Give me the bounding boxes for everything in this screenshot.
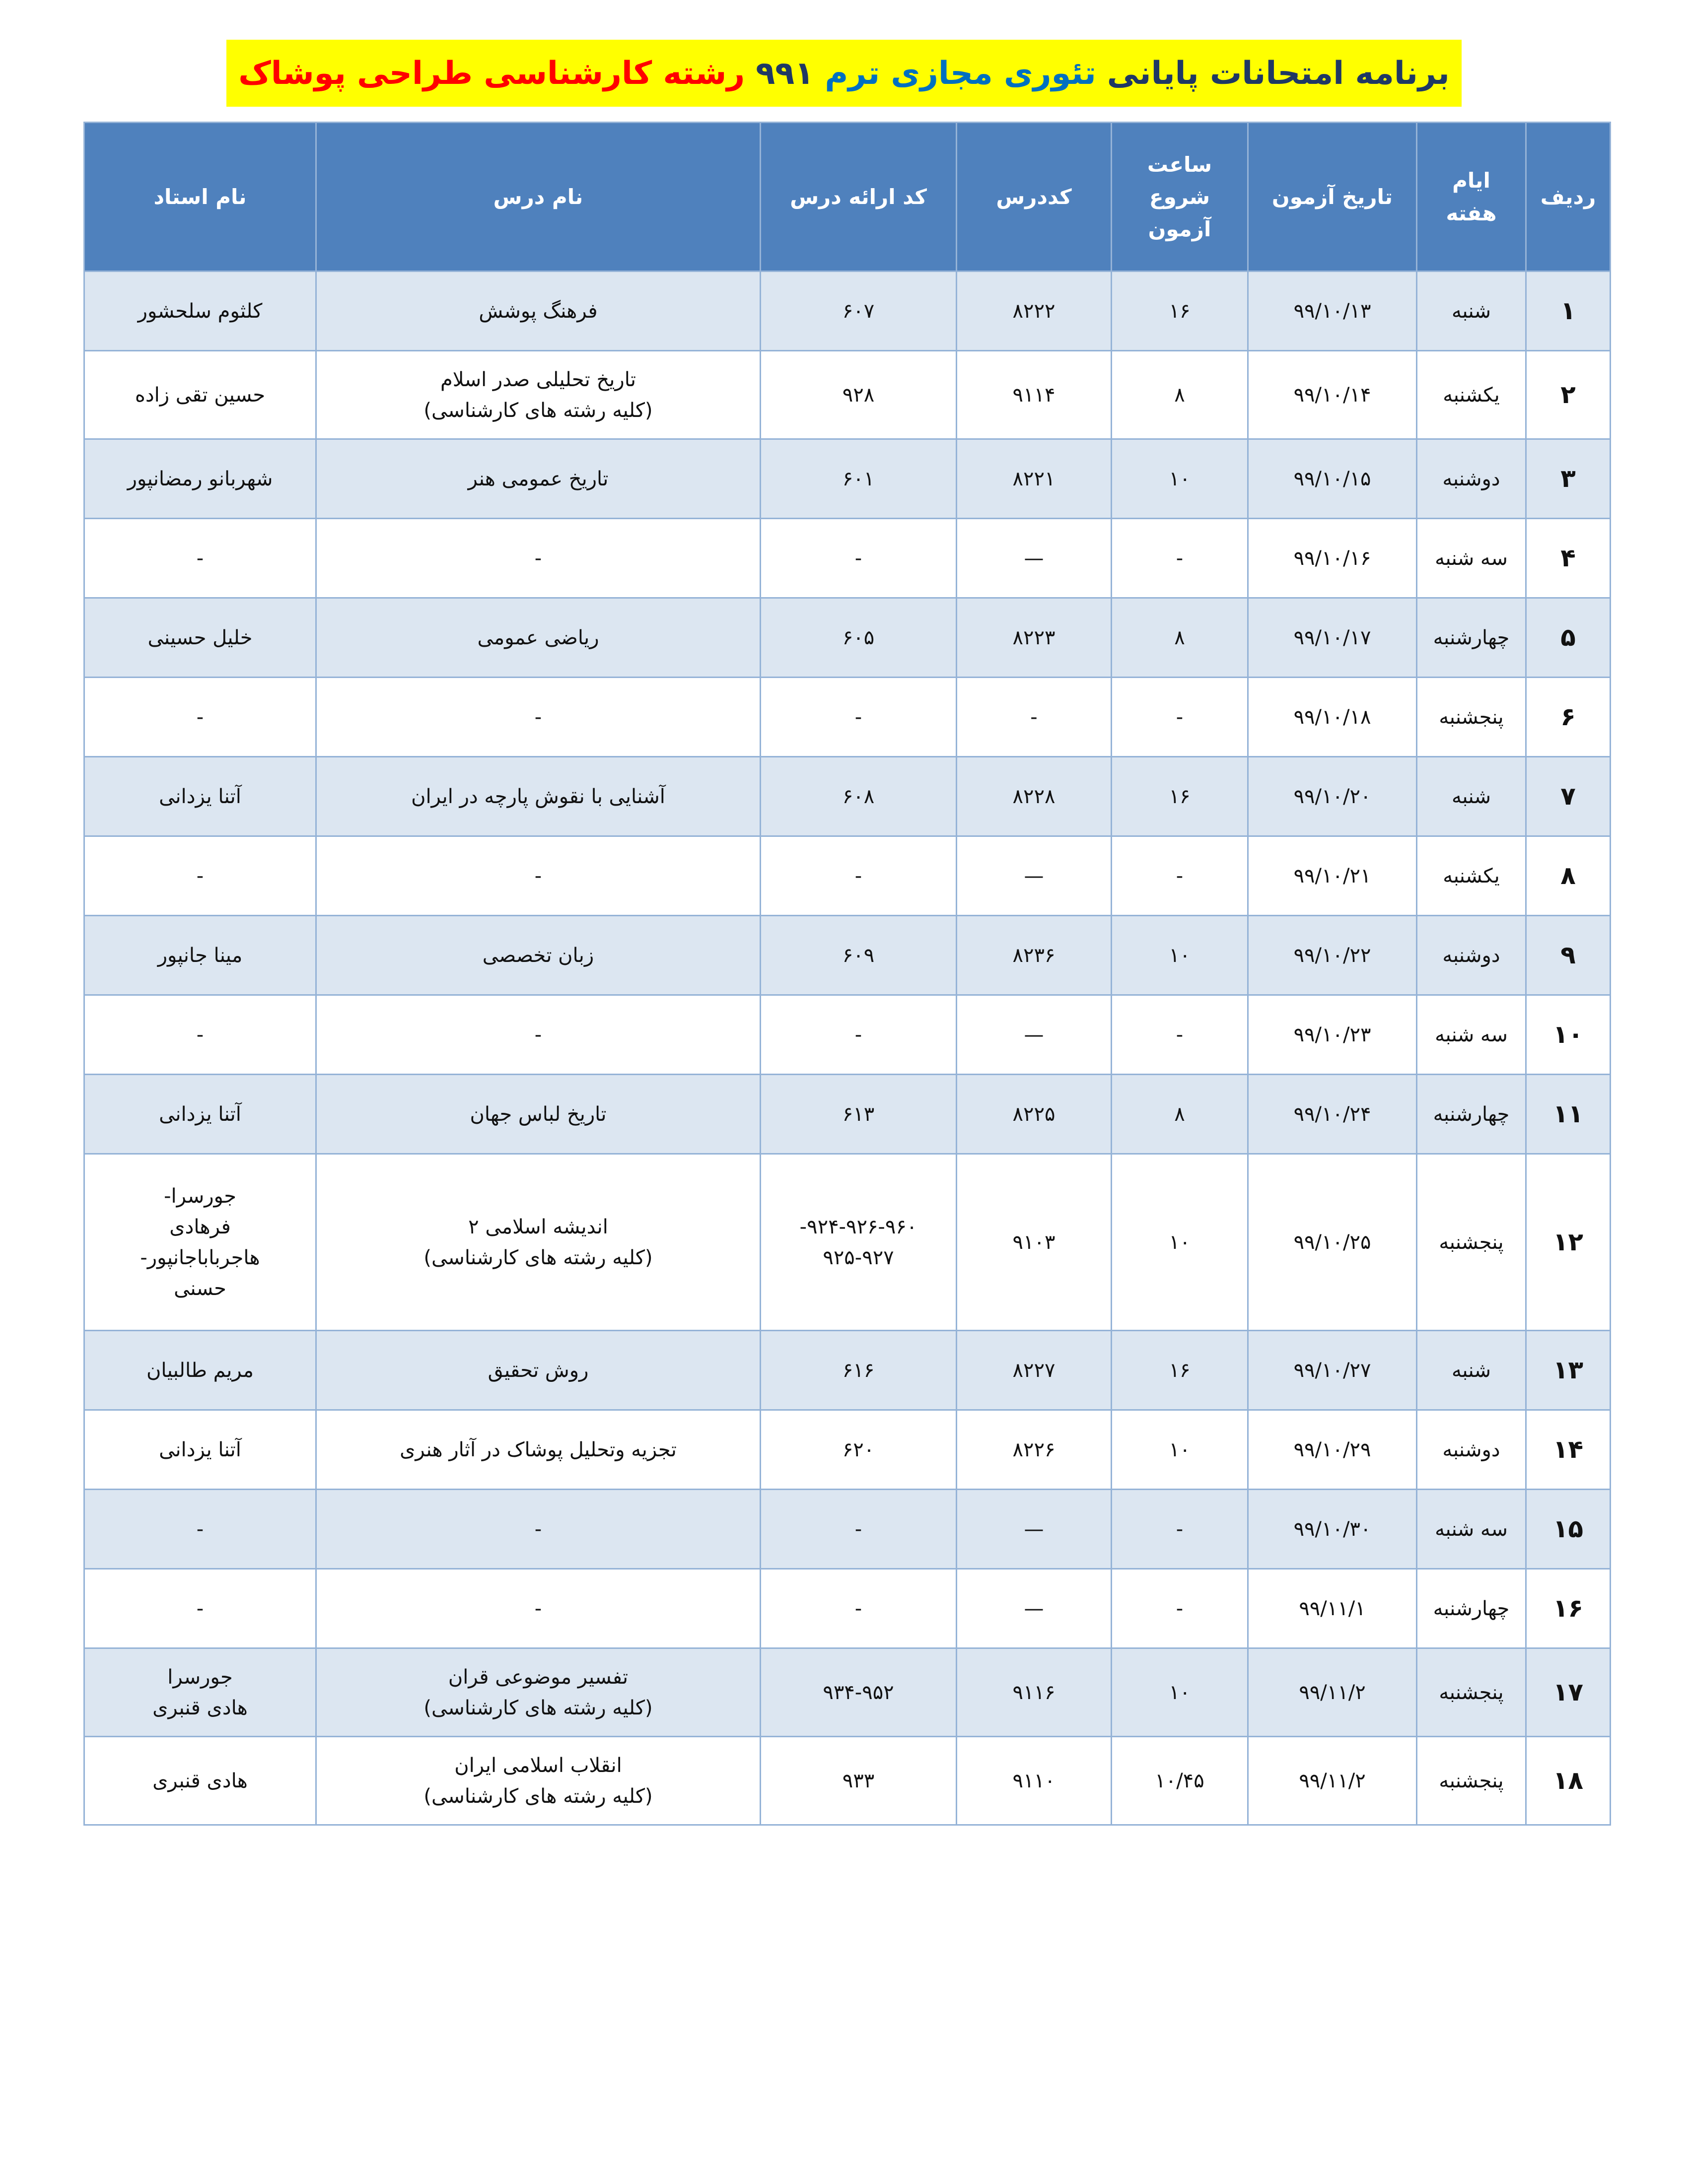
course-code-cell: ۸۲۲۷	[957, 1331, 1112, 1410]
day-cell: دوشنبه	[1417, 439, 1526, 519]
teacher-cell: -	[84, 1490, 316, 1569]
course-code-cell: ۸۲۲۲	[957, 272, 1112, 351]
course-code-cell: ۸۲۲۵	[957, 1075, 1112, 1154]
offer-code-cell: ۹۳۴-۹۵۲	[761, 1648, 957, 1737]
date-cell: ۹۹/۱۰/۲۷	[1248, 1331, 1417, 1410]
teacher-cell: جورسرا- فرهادی هاجربابا‌جانپور- حسنی	[84, 1154, 316, 1331]
offer-code-cell: ۶۰۵	[761, 598, 957, 678]
page-title	[226, 40, 1462, 107]
table-row	[84, 1648, 1611, 1737]
teacher-cell: کلثوم سلحشور	[84, 272, 316, 351]
header-offer-code: کد ارائه درس	[761, 123, 957, 272]
day-cell: چهارشنبه	[1417, 598, 1526, 678]
start-time-cell: ۱۰	[1112, 916, 1248, 995]
course-code-cell: —	[957, 1569, 1112, 1648]
table-row	[84, 1569, 1611, 1648]
table-row	[84, 678, 1611, 757]
row-number-cell: ۸	[1526, 836, 1611, 916]
table-row	[84, 1490, 1611, 1569]
course-name-cell: -	[316, 1490, 761, 1569]
row-number-cell: ۷	[1526, 757, 1611, 836]
row-number-cell: ۱۱	[1526, 1075, 1611, 1154]
table-row	[84, 995, 1611, 1075]
day-cell: چهارشنبه	[1417, 1569, 1526, 1648]
table-row	[84, 519, 1611, 598]
header-row	[84, 123, 1611, 272]
offer-code-cell: ۶۱۳	[761, 1075, 957, 1154]
teacher-cell: مینا جانپور	[84, 916, 316, 995]
day-cell: سه شنبه	[1417, 995, 1526, 1075]
teacher-cell: حسین تقی زاده	[84, 351, 316, 439]
offer-code-cell: ۶۰۱	[761, 439, 957, 519]
teacher-cell: -	[84, 995, 316, 1075]
start-time-cell: -	[1112, 836, 1248, 916]
day-cell: سه شنبه	[1417, 519, 1526, 598]
course-code-cell: —	[957, 519, 1112, 598]
start-time-cell: ۸	[1112, 351, 1248, 439]
row-number-cell: ۱۸	[1526, 1737, 1611, 1825]
row-number-cell: ۹	[1526, 916, 1611, 995]
course-name-cell: -	[316, 995, 761, 1075]
course-name-cell: -	[316, 836, 761, 916]
start-time-cell: -	[1112, 995, 1248, 1075]
offer-code-cell: -	[761, 1569, 957, 1648]
offer-code-cell: ۹۲۴-۹۲۶-۹۶۰- ۹۲۵-۹۲۷	[761, 1154, 957, 1331]
table-row	[84, 272, 1611, 351]
course-code-cell: ۹۱۰۳	[957, 1154, 1112, 1331]
course-name-cell: -	[316, 1569, 761, 1648]
table-row	[84, 757, 1611, 836]
course-code-cell: —	[957, 1490, 1112, 1569]
offer-code-cell: -	[761, 995, 957, 1075]
row-number-cell: ۱۳	[1526, 1331, 1611, 1410]
day-cell: پنجشنبه	[1417, 1648, 1526, 1737]
course-name-cell: روش تحقیق	[316, 1331, 761, 1410]
date-cell: ۹۹/۱۱/۱	[1248, 1569, 1417, 1648]
offer-code-cell: ۶۲۰	[761, 1410, 957, 1490]
table-body	[84, 272, 1611, 1825]
date-cell: ۹۹/۱۱/۲	[1248, 1737, 1417, 1825]
course-code-cell: ۹۱۱۴	[957, 351, 1112, 439]
teacher-cell: مریم طالبیان	[84, 1331, 316, 1410]
start-time-cell: ۱۰	[1112, 1648, 1248, 1737]
offer-code-cell: -	[761, 519, 957, 598]
start-time-cell: ۱۶	[1112, 757, 1248, 836]
offer-code-cell: -	[761, 1490, 957, 1569]
title-part-2: تئوری مجازی ترم	[825, 55, 1096, 92]
day-cell: سه شنبه	[1417, 1490, 1526, 1569]
start-time-cell: ۱۰	[1112, 1154, 1248, 1331]
offer-code-cell: ۹۳۳	[761, 1737, 957, 1825]
teacher-cell: جورسرا هادی قنبری	[84, 1648, 316, 1737]
row-number-cell: ۳	[1526, 439, 1611, 519]
offer-code-cell: ۶۰۸	[761, 757, 957, 836]
teacher-cell: خلیل حسینی	[84, 598, 316, 678]
row-number-cell: ۱۵	[1526, 1490, 1611, 1569]
date-cell: ۹۹/۱۰/۱۸	[1248, 678, 1417, 757]
row-number-cell: ۴	[1526, 519, 1611, 598]
start-time-cell: ۱۰	[1112, 439, 1248, 519]
title-part-1: برنامه امتحانات پایانی	[1107, 55, 1450, 92]
title-bar	[0, 40, 1688, 107]
day-cell: یکشنبه	[1417, 351, 1526, 439]
table-row	[84, 1410, 1611, 1490]
offer-code-cell: ۶۰۹	[761, 916, 957, 995]
start-time-cell: ۱۶	[1112, 1331, 1248, 1410]
header-teacher: نام استاد	[84, 123, 316, 272]
day-cell: پنجشنبه	[1417, 678, 1526, 757]
course-name-cell: ریاضی عمومی	[316, 598, 761, 678]
date-cell: ۹۹/۱۰/۱۷	[1248, 598, 1417, 678]
day-cell: شنبه	[1417, 757, 1526, 836]
course-name-cell: زبان تخصصی	[316, 916, 761, 995]
table-row	[84, 351, 1611, 439]
day-cell: پنجشنبه	[1417, 1737, 1526, 1825]
offer-code-cell: ۹۲۸	[761, 351, 957, 439]
title-term-number: ۹۹۱	[756, 55, 814, 92]
header-course-code: کددرس	[957, 123, 1112, 272]
day-cell: دوشنبه	[1417, 1410, 1526, 1490]
header-date: تاریخ آزمون	[1248, 123, 1417, 272]
row-number-cell: ۱۴	[1526, 1410, 1611, 1490]
day-cell: شنبه	[1417, 1331, 1526, 1410]
table-row	[84, 916, 1611, 995]
date-cell: ۹۹/۱۰/۱۶	[1248, 519, 1417, 598]
teacher-cell: آتنا یزدانی	[84, 1075, 316, 1154]
teacher-cell: آتنا یزدانی	[84, 757, 316, 836]
offer-code-cell: ۶۰۷	[761, 272, 957, 351]
table-row	[84, 1737, 1611, 1825]
row-number-cell: ۱۰	[1526, 995, 1611, 1075]
start-time-cell: -	[1112, 678, 1248, 757]
teacher-cell: -	[84, 836, 316, 916]
header-course-name: نام درس	[316, 123, 761, 272]
course-name-cell: اندیشه اسلامی ۲ (کلیه رشته های کارشناسی)	[316, 1154, 761, 1331]
title-part-4: رشته کارشناسی طراحی پوشاک	[238, 55, 745, 92]
start-time-cell: ۱۶	[1112, 272, 1248, 351]
table-row	[84, 1075, 1611, 1154]
table-row	[84, 598, 1611, 678]
day-cell: دوشنبه	[1417, 916, 1526, 995]
start-time-cell: -	[1112, 1569, 1248, 1648]
table-row	[84, 1331, 1611, 1410]
table-row	[84, 1154, 1611, 1331]
date-cell: ۹۹/۱۰/۲۳	[1248, 995, 1417, 1075]
offer-code-cell: ۶۱۶	[761, 1331, 957, 1410]
offer-code-cell: -	[761, 836, 957, 916]
date-cell: ۹۹/۱۰/۳۰	[1248, 1490, 1417, 1569]
day-cell: چهارشنبه	[1417, 1075, 1526, 1154]
course-name-cell: -	[316, 519, 761, 598]
course-code-cell: ۸۲۲۱	[957, 439, 1112, 519]
row-number-cell: ۶	[1526, 678, 1611, 757]
course-name-cell: تاریخ عمومی هنر	[316, 439, 761, 519]
teacher-cell: شهربانو رمضانپور	[84, 439, 316, 519]
start-time-cell: -	[1112, 1490, 1248, 1569]
course-name-cell: انقلاب اسلامی ایران (کلیه رشته های کارشناسی)	[316, 1737, 761, 1825]
course-name-cell: -	[316, 678, 761, 757]
date-cell: ۹۹/۱۰/۱۵	[1248, 439, 1417, 519]
table-row	[84, 836, 1611, 916]
date-cell: ۹۹/۱۱/۲	[1248, 1648, 1417, 1737]
course-code-cell: ۸۲۲۸	[957, 757, 1112, 836]
day-cell: شنبه	[1417, 272, 1526, 351]
header-day: ایام هفته	[1417, 123, 1526, 272]
header-row-number: ردیف	[1526, 123, 1611, 272]
row-number-cell: ۱	[1526, 272, 1611, 351]
exam-schedule-table	[83, 122, 1611, 1826]
date-cell: ۹۹/۱۰/۱۳	[1248, 272, 1417, 351]
date-cell: ۹۹/۱۰/۲۵	[1248, 1154, 1417, 1331]
start-time-cell: ۸	[1112, 1075, 1248, 1154]
start-time-cell: ۸	[1112, 598, 1248, 678]
day-cell: پنجشنبه	[1417, 1154, 1526, 1331]
date-cell: ۹۹/۱۰/۱۴	[1248, 351, 1417, 439]
course-code-cell: —	[957, 836, 1112, 916]
table-row	[84, 439, 1611, 519]
date-cell: ۹۹/۱۰/۲۰	[1248, 757, 1417, 836]
course-name-cell: تفسیر موضوعی قران (کلیه رشته های کارشناسی)	[316, 1648, 761, 1737]
course-name-cell: تاریخ تحلیلی صدر اسلام (کلیه رشته های کارشناسی)	[316, 351, 761, 439]
start-time-cell: ۱۰	[1112, 1410, 1248, 1490]
teacher-cell: -	[84, 678, 316, 757]
teacher-cell: -	[84, 1569, 316, 1648]
row-number-cell: ۱۶	[1526, 1569, 1611, 1648]
date-cell: ۹۹/۱۰/۲۱	[1248, 836, 1417, 916]
course-name-cell: آشنایی با نقوش پارچه در ایران	[316, 757, 761, 836]
start-time-cell: ۱۰/۴۵	[1112, 1737, 1248, 1825]
offer-code-cell: -	[761, 678, 957, 757]
start-time-cell: -	[1112, 519, 1248, 598]
course-code-cell: ۸۲۳۶	[957, 916, 1112, 995]
header-start-time: ساعت شروع آزمون	[1112, 123, 1248, 272]
course-code-cell: ۹۱۱۰	[957, 1737, 1112, 1825]
course-code-cell: ۸۲۲۶	[957, 1410, 1112, 1490]
row-number-cell: ۱۷	[1526, 1648, 1611, 1737]
course-code-cell: ۸۲۲۳	[957, 598, 1112, 678]
course-code-cell: —	[957, 995, 1112, 1075]
date-cell: ۹۹/۱۰/۲۲	[1248, 916, 1417, 995]
row-number-cell: ۲	[1526, 351, 1611, 439]
course-code-cell: ۹۱۱۶	[957, 1648, 1112, 1737]
row-number-cell: ۵	[1526, 598, 1611, 678]
teacher-cell: آتنا یزدانی	[84, 1410, 316, 1490]
course-name-cell: فرهنگ پوشش	[316, 272, 761, 351]
date-cell: ۹۹/۱۰/۲۹	[1248, 1410, 1417, 1490]
course-code-cell: -	[957, 678, 1112, 757]
teacher-cell: -	[84, 519, 316, 598]
row-number-cell: ۱۲	[1526, 1154, 1611, 1331]
course-name-cell: تاریخ لباس جهان	[316, 1075, 761, 1154]
day-cell: یکشنبه	[1417, 836, 1526, 916]
teacher-cell: هادی قنبری	[84, 1737, 316, 1825]
date-cell: ۹۹/۱۰/۲۴	[1248, 1075, 1417, 1154]
course-name-cell: تجزیه وتحلیل پوشاک در آثار هنری	[316, 1410, 761, 1490]
